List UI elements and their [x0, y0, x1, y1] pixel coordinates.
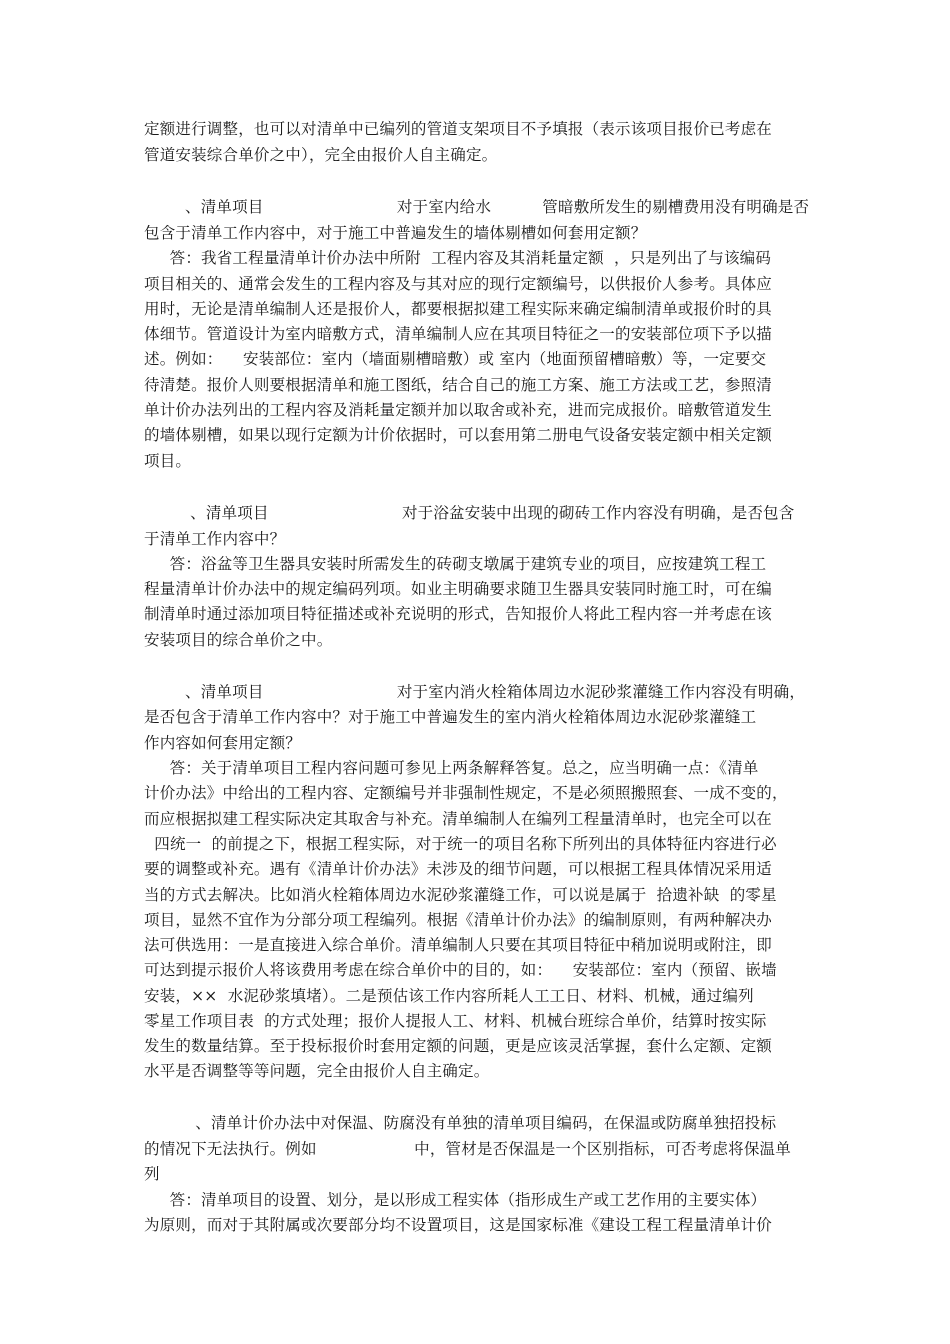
text-line: 答：清单项目的设置、划分，是以形成工程实体（指形成生产或工艺作用的主要实体） — [144, 1191, 767, 1209]
text-line: 于清单工作内容中？ — [144, 530, 286, 548]
text-line: 而应根据拟建工程实际决定其取舍与补充。清单编制人在编列工程量清单时，也完全可以在 — [144, 810, 773, 828]
text-line: 四统一 的前提之下，根据工程实际，对于统一的项目名称下所列出的具体特征内容进行必 — [144, 835, 777, 853]
text-line: 、清单计价办法中对保温、防腐没有单独的清单项目编码，在保温或防腐单独招投标 — [144, 1114, 777, 1132]
text-line: 当的方式去解决。比如消火栓箱体周边水泥砂浆灌缝工作，可以说是属于 拾遗补缺 的零星 — [144, 886, 777, 904]
text-line: 的情况下无法执行。例如 中，管材是否保温是一个区别指标，可否考虑将保温单 — [144, 1140, 791, 1158]
text-line: 可达到提示报价人将该费用考虑在综合单价中的目的，如： 安装部位：室内（预留、嵌墙 — [144, 961, 777, 979]
text-line: 发生的数量结算。至于投标报价时套用定额的问题，更是应该灵活掌握，套什么定额、定额 — [144, 1037, 773, 1055]
text-line: 答：关于清单项目工程内容问题可参见上两条解释答复。总之，应当明确一点：《清单 — [144, 759, 759, 777]
text-line: 体细节。管道设计为室内暗敷方式，清单编制人应在其项目特征之一的安装部位项下予以描 — [144, 325, 773, 343]
text-line: 水平是否调整等等问题，完全由报价人自主确定。 — [144, 1062, 490, 1080]
text-line: 安装，×× 水泥砂浆填堵）。二是预估该工作内容所耗人工工日、材料、机械，通过编列 — [144, 987, 754, 1005]
text-line: 用时，无论是清单编制人还是报价人，都要根据拟建工程实际来确定编制清单或报价时的具 — [144, 300, 773, 318]
text-line: 、清单项目 对于室内消火栓箱体周边水泥砂浆灌缝工作内容没有明确， — [144, 683, 806, 701]
text-line: 列 — [144, 1165, 160, 1183]
text-line: 包含于清单工作内容中，对于施工中普遍发生的墙体剔槽如何套用定额？ — [144, 224, 647, 242]
text-line: 要的调整或补充。遇有《清单计价办法》未涉及的细节问题，可以根据工程具体情况采用适 — [144, 860, 773, 878]
text-line: 零星工作项目表 的方式处理；报价人提报人工、材料、机械台班综合单价，结算时按实际 — [144, 1012, 767, 1030]
text-line: 答：我省工程量清单计价办法中所附 工程内容及其消耗量定额 ，只是列出了与该编码 — [144, 249, 772, 267]
text-line: 作内容如何套用定额？ — [144, 734, 302, 752]
text-line: 法可供选用：一是直接进入综合单价。清单编制人只要在其项目特征中稍加说明或附注，即 — [144, 936, 773, 954]
text-line: 管道安装综合单价之中），完全由报价人自主确定。 — [144, 146, 498, 164]
text-line: 、清单项目 对于室内给水 管暗敷所发生的剔槽费用没有明确是否 — [144, 198, 810, 216]
text-line: 待清楚。报价人则要根据清单和施工图纸，结合自己的施工方案、施工方法或工艺，参照清 — [144, 376, 773, 394]
text-line: 项目，显然不宜作为分部分项工程编列。根据《清单计价办法》的编制原则，有两种解决办 — [144, 911, 773, 929]
text-line: 项目。 — [144, 452, 192, 470]
text-line: 安装项目的综合单价之中。 — [144, 631, 333, 649]
text-line: 定额进行调整，也可以对清单中已编列的管道支架项目不予填报（表示该项目报价已考虑在 — [144, 120, 773, 138]
text-line: 单计价办法列出的工程内容及消耗量定额并加以取舍或补充，进而完成报价。暗敷管道发生 — [144, 401, 773, 419]
text-line: 程量清单计价办法中的规定编码列项。如业主明确要求随卫生器具安装同时施工时，可在编 — [144, 580, 773, 598]
text-line: 是否包含于清单工作内容中？对于施工中普遍发生的室内消火栓箱体周边水泥砂浆灌缝工 — [144, 708, 757, 726]
text-line: 为原则，而对于其附属或次要部分均不设置项目，这是国家标准《建设工程工程量清单计价 — [144, 1216, 773, 1234]
text-line: 、清单项目 对于浴盆安装中出现的砌砖工作内容没有明确，是否包含 — [144, 504, 795, 522]
text-line: 述。例如： 安装部位：室内（墙面剔槽暗敷）或 室内（地面预留槽暗敷）等，一定要交 — [144, 350, 767, 368]
text-line: 的墙体剔槽，如果以现行定额为计价依据时，可以套用第二册电气设备安装定额中相关定额 — [144, 426, 773, 444]
text-line: 计价办法》中给出的工程内容、定额编号并非强制性规定，不是必须照搬照套、一成不变的， — [144, 784, 788, 802]
text-line: 项目相关的、通常会发生的工程内容及与其对应的现行定额编号，以供报价人参考。具体应 — [144, 275, 773, 293]
text-line: 答：浴盆等卫生器具安装时所需发生的砖砌支墩属于建筑专业的项目，应按建筑工程工 — [144, 555, 767, 573]
text-line: 制清单时通过添加项目特征描述或补充说明的形式，告知报价人将此工程内容一并考虑在该 — [144, 605, 773, 623]
